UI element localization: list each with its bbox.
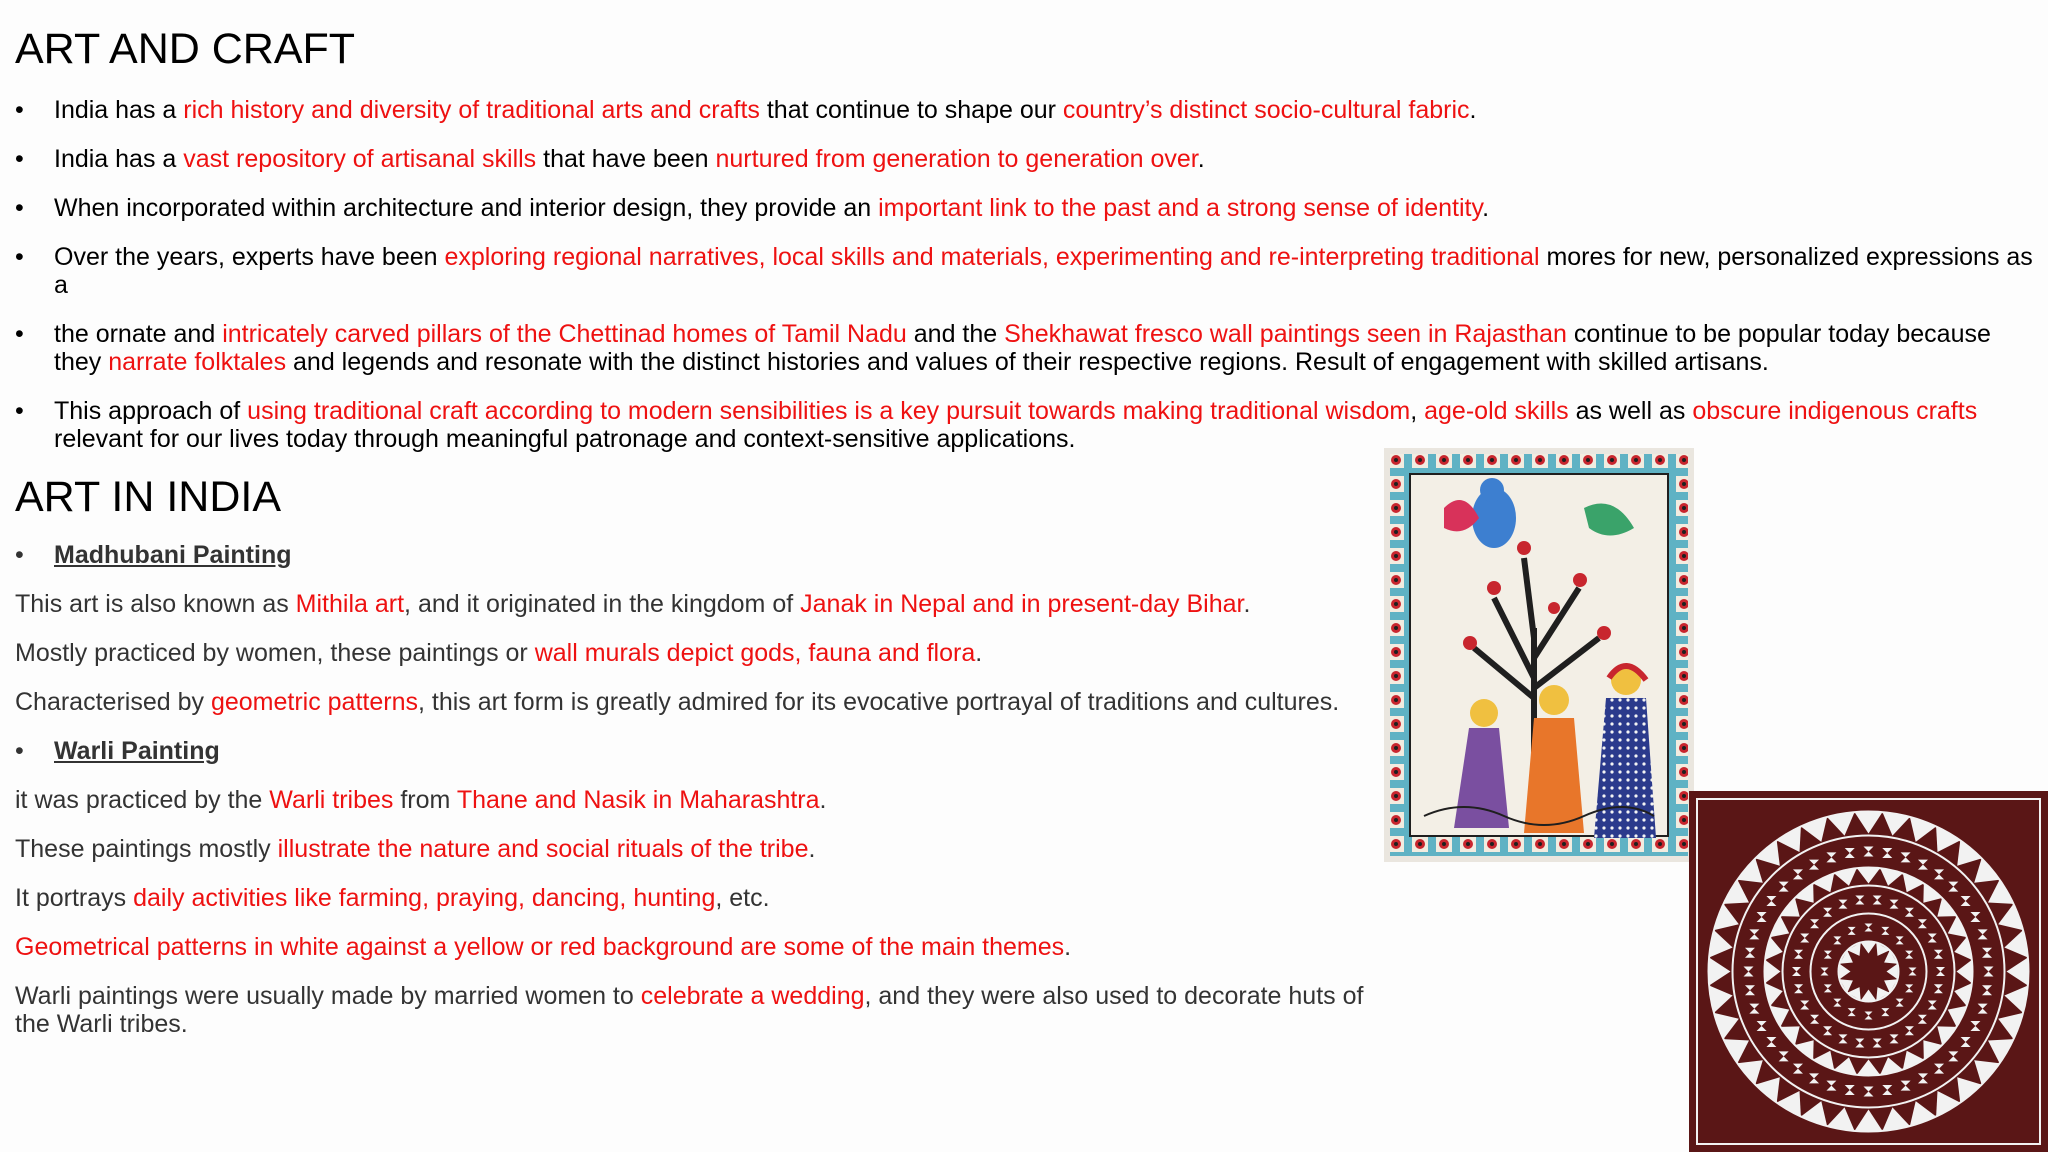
art-and-craft-title: ART AND CRAFT — [15, 25, 356, 73]
highlighted-text: daily activities like farming, praying, dancing, hunting — [133, 884, 716, 912]
highlighted-text: vast repository of artisanal skills — [183, 145, 537, 173]
warli-line: It portrays daily activities like farming, praying, dancing, hunting, etc. — [15, 884, 770, 912]
art-in-india-content — [15, 541, 1385, 1059]
madhubani-line: This art is also known as Mithila art, and it originated in the kingdom of Janak in Nepal and in present-day Bihar. — [15, 590, 1251, 618]
highlighted-text: nurtured from generation to generation over — [715, 145, 1198, 173]
madhubani-heading: • Madhubani Painting — [15, 541, 1385, 569]
highlighted-text: geometric patterns — [210, 688, 418, 716]
highlighted-text: Shekhawat fresco wall paintings seen in Rajasthan — [1004, 320, 1567, 348]
bullet-item: • the ornate and intricately carved pillars of the Chettinad homes of Tamil Nadu and the Shekhawat fresco wall paintings seen in Rajasthan continue to be popular today because they narrate folktales and legends and resonate with the distinct histories and values of their respective regions. Result of engagement with skilled artisans. — [15, 320, 2040, 376]
warli-line: These paintings mostly illustrate the nature and social rituals of the tribe. — [15, 835, 816, 863]
highlighted-text: Mithila art — [295, 590, 405, 618]
warli-line: it was practiced by the Warli tribes from Thane and Nasik in Maharashtra. — [15, 786, 827, 814]
warli-heading: • Warli Painting — [15, 737, 1385, 765]
highlighted-text: important link to the past and a strong sense of identity — [878, 194, 1483, 222]
highlighted-text: illustrate the nature and social rituals of the tribe — [277, 835, 809, 863]
highlighted-text: exploring regional narratives, local skills and materials, experimenting and re-interpreting traditional — [444, 243, 1540, 271]
warli-line: Geometrical patterns in white against a yellow or red background are some of the main themes. — [15, 933, 1072, 961]
warli-line: Warli paintings were usually made by married women to celebrate a wedding, and they were also used to decorate huts of the Warli tribes. — [15, 982, 1364, 1038]
highlighted-text: country’s distinct socio-cultural fabric — [1062, 96, 1470, 124]
highlighted-text: intricately carved pillars of the Chettinad homes of Tamil Nadu — [222, 320, 907, 348]
highlighted-text: age-old skills — [1424, 397, 1569, 425]
highlighted-text: rich history and diversity of traditional arts and crafts — [183, 96, 760, 124]
art-and-craft-bullets — [15, 96, 2040, 474]
highlighted-text: Janak in Nepal and in present-day Bihar — [800, 590, 1244, 618]
bullet-item: • When incorporated within architecture and interior design, they provide an important link to the past and a strong sense of identity. — [15, 194, 2040, 222]
art-in-india-title: ART IN INDIA — [15, 473, 282, 521]
bullet-item: • India has a vast repository of artisanal skills that have been nurtured from generation to generation over. — [15, 145, 2040, 173]
highlighted-text: Geometrical patterns in white against a yellow or red background are some of the main themes — [15, 933, 1065, 961]
highlighted-text: obscure indigenous crafts — [1692, 397, 1978, 425]
madhubani-painting-image — [1384, 448, 1694, 862]
highlighted-text: celebrate a wedding — [640, 982, 865, 1010]
bullet-item: • This approach of using traditional craft according to modern sensibilities is a key pursuit towards making traditional wisdom, age-old skills as well as obscure indigenous crafts relevant for our lives today through meaningful patronage and context-sensitive applications. — [15, 397, 2040, 453]
warli-painting-image — [1689, 791, 2048, 1152]
madhubani-line: Mostly practiced by women, these paintings or wall murals depict gods, fauna and flora. — [15, 639, 983, 667]
madhubani-line: Characterised by geometric patterns, this art form is greatly admired for its evocative portrayal of traditions and cultures. — [15, 688, 1340, 716]
highlighted-text: wall murals depict gods, fauna and flora — [534, 639, 976, 667]
bullet-item: • India has a rich history and diversity of traditional arts and crafts that continue to shape our country’s distinct socio-cultural fabric. — [15, 96, 2040, 124]
bullet-item: • Over the years, experts have been exploring regional narratives, local skills and materials, experimenting and re-interpreting traditional mores for new, personalized expressions as a — [15, 243, 2040, 299]
highlighted-text: Thane and Nasik in Maharashtra — [456, 786, 820, 814]
highlighted-text: Warli tribes — [269, 786, 394, 814]
highlighted-text: narrate folktales — [108, 348, 287, 376]
highlighted-text: using traditional craft according to modern sensibilities is a key pursuit towards making traditional wisdom — [247, 397, 1411, 425]
